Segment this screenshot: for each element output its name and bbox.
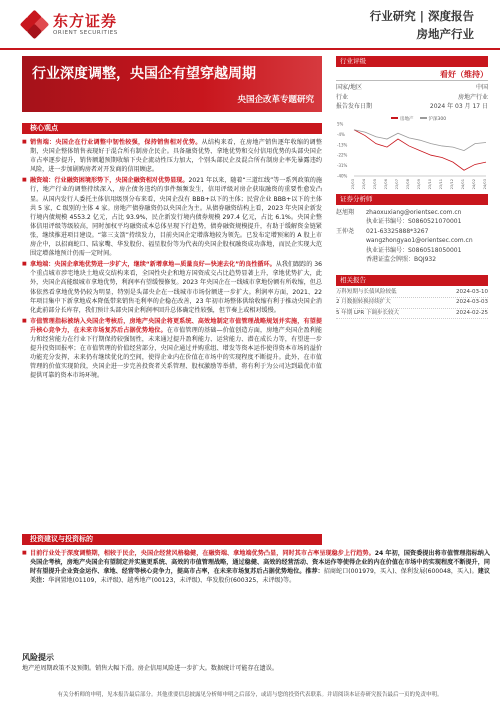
y-tick-label: -40% [337, 173, 348, 178]
section-core: 核心观点 [22, 123, 322, 134]
point-sales: ■ 销售端：央国企在行业调整中韧性较强，保持销售相对优势。从结构来看，在房地产销售逐年收缩的调整期，央国企整体销售表现好于混合所有制房企民企。具备融资优势、拿地优势和交付信用优势的头部央国企市占率逐步提升，销售额超预期收缩下央企流动性压力加大，个别头部民企及混合所有制房企率先暴露违约风险，进一步加剧购房者对开发商的信用顾虑。 [22, 138, 322, 174]
related-report[interactable]: 5 年期 LPR 下调步长较大 2024-02-25 [336, 309, 488, 320]
meta-list [336, 83, 488, 112]
performance-chart [336, 114, 488, 190]
x-tick-label: 23/05 [373, 178, 377, 189]
analyst-row: wangzhongyao1@orientsec.com.cn [366, 237, 473, 244]
risk-text: 地产逆周期政策不及预期。销售大幅下滑。房企信用风险进一步扩大。数据统计可能存在遗误。 [22, 665, 278, 672]
rating-row [336, 69, 488, 81]
point-market-value: ■ 市值管理指标被纳入央国企考核后，房地产央国企将更系统、高效地制定市值管理战略规划并实施，有望提升核心竞争力，在未来市场复苏后占据优势地位。在市值管理的基础—价值创造方面，房地产央国企盈利能力和经营能力在行业下行期保持较强韧性，未来通过提升盈利能力、运营能力、潜在成长力等，有望进一步提升投资回报率；在市值管理的价值经营部分，央国企通过并购重组、增发等资本运作使得资本市场的溢价功能充分发挥，未来仍有继续优化的空间，使得企业内在价值在市场中的实现程度不断提升。此外，在市值管理的价值实现阶段，央国企进一步完善投资者关系管理、股权激励等举措，将有利于为公司达到最优市值提供可靠的资本市场环境。 [22, 317, 322, 381]
series-line-hs300 [354, 129, 486, 150]
rating-bar: 行业评级 [336, 56, 488, 67]
logo [22, 12, 118, 38]
y-tick-label: -13% [337, 141, 348, 147]
x-tick-label: 23/12 [450, 178, 454, 189]
meta-row: 报告发布日期 2024 年 03 月 17 日 [336, 103, 488, 110]
x-tick-label: 23/04 [362, 178, 366, 189]
sidebar [336, 56, 488, 319]
report-title: 行业深度调整，央国企有望穿越周期 [32, 66, 256, 82]
risk-block [22, 664, 490, 675]
y-tick-label: 5% [337, 121, 344, 126]
advice-text: ■ 目前行业处于深度调整期，相较于民企，央国企经营风格稳健，在融资端、拿地端优势凸显，同时其市占率呈现稳步上行趋势。24 年初，国资委提出将市值管理指标纳入央国企考核，房地产央国企有望制定并实施更系统、高效的市值管理战略，通过稳健、高效的经营活动、资本运作等使得企业的内在价值在市场中的实现程度不断提升，同时有望提升企业资金运作、拿地、经营等核心竞争力，提高市占率，在未来市场复苏后占据优势地位。推荐：招商蛇口(001979，买入)、保利发展(600048，买入)。建议关注：华润置地(01109，未评级)、越秀地产(00123，未评级)、华发股份(600325，未评级)等。 [22, 549, 490, 585]
x-tick-label: 23/07 [395, 178, 399, 189]
related-report[interactable]: 2 月数据转换持续扩大 2024-03-03 [336, 298, 488, 309]
chart-legend [391, 116, 446, 122]
logo-en: ORIENT SECURITIES [53, 30, 118, 36]
point-financing: ■ 融资端：行业融资困境形势下，央国企融资相对优势显现。2021 年以来，随着“三道红线”等一系列政策的施行，地产行业的调整持续深入，房企债务违约的事件频频发生，信用评级对房企获取融资的重要性愈发凸显。从国内发行人委托主体信用级别分布来看，央国企没有 BBB+以下的主体；民营企业 BBB+以下的主体共 5 家，C 级别的主体 4 家。房地产债券融资仍以央国企为主。从债券融资结构上看，2023 年央国企新发行境内债规模 4553.2 亿元，占比 93.9%，民企新发行境内债券规模 297.4 亿元，占比 6.1%。央国企整体信用评级等级较高，同时加权平均融资成本总体呈现下行趋势，债券融资规模提升，有助于缓解资金链紧张，继续推进项目建设。“第三支箭”持续发力，目前央国企定增落地较为领先。已发布定增预案的 A 股上市房企中，以招商蛇口、陆家嘴、华发股份、福星股份等为代表的央国企股权融资成功落地，而民企实现大范围定增落地预计仍需一定时间。 [22, 176, 322, 258]
related-report[interactable]: 万科短期与长债风险较低 2024-03-10 [336, 288, 488, 299]
x-tick-label: 23/08 [406, 178, 410, 189]
x-tick-label: 23/03 [351, 178, 355, 189]
orient-logo-icon [22, 12, 48, 38]
x-tick-label: 23/09 [417, 178, 421, 189]
related-list [336, 288, 488, 320]
legend-item-hs300: 沪深300 [420, 116, 447, 122]
core-points [22, 138, 322, 382]
header-rule [0, 48, 500, 50]
analyst-row: 赵旭翔 zhaoxuxiang@orientsec.com.cn [336, 208, 462, 216]
analyst-row: 执业证书编号：S0860518050001 [366, 246, 462, 254]
x-tick-label: 24/02 [472, 178, 476, 189]
analyst-row: 香港证监会牌照：BQJ932 [366, 256, 437, 263]
x-tick-label: 24/03 [483, 178, 487, 189]
x-tick-label: 24/01 [461, 178, 465, 189]
meta-row: 国家/地区 中国 [336, 84, 488, 91]
y-tick-label: -22% [337, 152, 348, 158]
legend-item-realestate: 房地产 [391, 116, 414, 122]
x-tick-label: 23/11 [439, 178, 443, 189]
report-type: 行业研究 | 深度报告 [369, 9, 474, 23]
footer-disclaimer: 有关分析师的申明，见本报告最后部分。其他重要信息披露见分析师申明之后部分，或请与您的投资代表联系。并请阅读本证券研究报告最后一页的免责申明。 [57, 692, 443, 698]
report-subtitle: 央国企改革专题研究 [237, 95, 314, 105]
analyst-list [336, 208, 488, 265]
logo-cn: 东方证券 [53, 12, 118, 30]
title-banner [22, 56, 322, 112]
analyst-row: 王仲尧 021-63325888*3267 [336, 227, 429, 235]
analyst-row: 执业证书编号：S0860521070001 [366, 218, 462, 225]
rating-value: 看好（维持） [440, 70, 488, 79]
x-tick-label: 23/06 [384, 178, 388, 189]
report-header [0, 0, 500, 52]
risk-title: 风险提示 [22, 653, 54, 662]
x-tick-label: 23/10 [428, 178, 432, 189]
advice-block [22, 549, 490, 587]
y-tick-label: -31% [337, 162, 348, 168]
industry-name: 房地产行业 [416, 27, 474, 41]
related-bar: 相关报告 [336, 275, 488, 286]
analyst-bar: 证券分析师 [336, 194, 488, 205]
meta-row: 行业 房地产行业 [336, 93, 488, 101]
section-advice: 投资建议与投资标的 [22, 534, 322, 545]
chart-svg [336, 114, 488, 190]
point-land: ■ 拿地端：央国企拿地优势进一步扩大，继续“新增拿地—质量良好—快速去化”的良性循环。从我们跟踪的 36 个重点城市涉宅地块土地成交结构来看，全国性央企和地方国资成交占比趋势显著上升，拿地优势扩大，此外，央国企高能级城市拿地优势，利润率有望缓慢修复。2023 年央国企在一线城市拿地份额有所收缩，但总体依然看拿地优势仍较为明显，特别是头部央企在一线城市市场份额进一步扩大。利润率方面，2021、22 年项目集中下新拿地成本降低带来销售毛利率的企稳在改善，23 年初市场整体供给收缩有利于推动央国企消化此前部分长库存，我们预计头部央国企利润率回升总体确定性较强，但节奏上或相对缓慢。 [22, 260, 322, 315]
y-tick-label: -4% [337, 131, 345, 137]
